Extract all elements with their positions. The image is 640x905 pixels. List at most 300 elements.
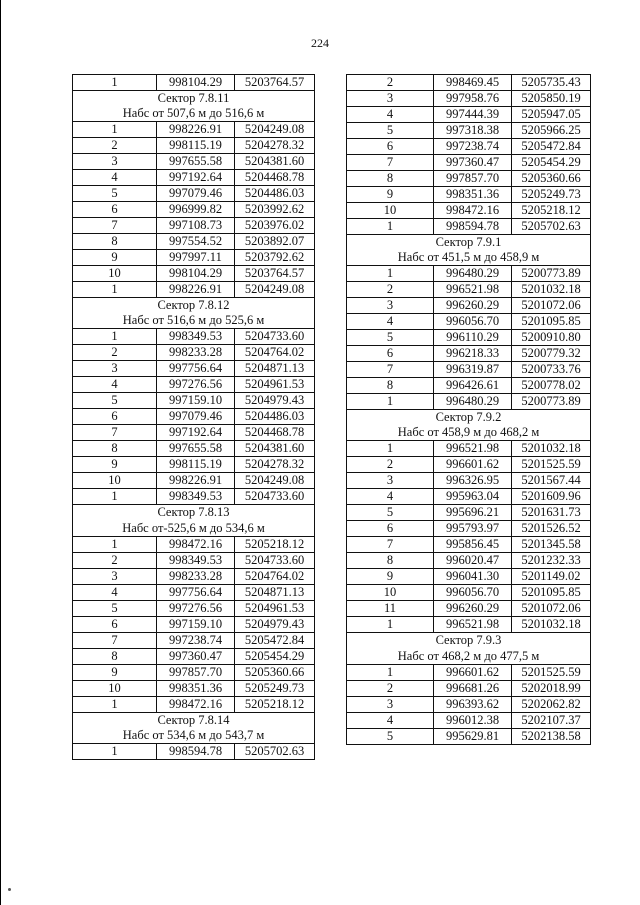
table-row <box>347 123 591 139</box>
point-number-cell: 4 <box>347 107 434 123</box>
sector-title-row <box>73 91 315 107</box>
point-number-cell: 8 <box>73 234 157 250</box>
x-coordinate-cell: 998226.91 <box>157 473 235 489</box>
y-coordinate-cell: 5204486.03 <box>235 409 315 425</box>
y-coordinate-cell: 5201149.02 <box>512 569 591 585</box>
point-number-cell: 5 <box>347 728 434 744</box>
sector-height-range: Набс от 507,6 м до 516,6 м <box>73 106 315 122</box>
table-row <box>347 601 591 617</box>
point-number-cell: 1 <box>73 329 157 345</box>
point-number-cell: 10 <box>73 680 157 696</box>
table-row <box>347 441 591 457</box>
y-coordinate-cell: 5204381.60 <box>235 441 315 457</box>
table-row <box>73 441 315 457</box>
y-coordinate-cell: 5201525.59 <box>512 457 591 473</box>
table-row <box>73 170 315 186</box>
sector-range-row <box>347 250 591 266</box>
x-coordinate-cell: 998469.45 <box>434 75 512 91</box>
table-row <box>347 664 591 680</box>
x-coordinate-cell: 997276.56 <box>157 377 235 393</box>
x-coordinate-cell: 998233.28 <box>157 568 235 584</box>
point-number-cell: 1 <box>73 743 157 759</box>
table-row <box>347 696 591 712</box>
y-coordinate-cell: 5200910.80 <box>512 330 591 346</box>
y-coordinate-cell: 5205360.66 <box>512 171 591 187</box>
point-number-cell: 3 <box>73 568 157 584</box>
y-coordinate-cell: 5203792.62 <box>235 250 315 266</box>
point-number-cell: 6 <box>73 616 157 632</box>
y-coordinate-cell: 5205850.19 <box>512 91 591 107</box>
point-number-cell: 1 <box>347 266 434 282</box>
point-number-cell: 5 <box>73 600 157 616</box>
point-number-cell: 8 <box>347 378 434 394</box>
y-coordinate-cell: 5204979.43 <box>235 616 315 632</box>
table-row <box>347 617 591 633</box>
x-coordinate-cell: 997444.39 <box>434 107 512 123</box>
point-number-cell: 1 <box>347 441 434 457</box>
sector-height-range: Набс от 534,6 м до 543,7 м <box>73 728 315 744</box>
x-coordinate-cell: 995856.45 <box>434 537 512 553</box>
table-row <box>73 345 315 361</box>
x-coordinate-cell: 996521.98 <box>434 282 512 298</box>
y-coordinate-cell: 5201032.18 <box>512 441 591 457</box>
x-coordinate-cell: 997159.10 <box>157 393 235 409</box>
y-coordinate-cell: 5204468.78 <box>235 170 315 186</box>
sector-height-range: Набс от 458,9 м до 468,2 м <box>347 425 591 441</box>
point-number-cell: 10 <box>347 585 434 601</box>
table-row <box>73 282 315 298</box>
x-coordinate-cell: 997079.46 <box>157 409 235 425</box>
table-row <box>73 632 315 648</box>
point-number-cell: 8 <box>73 648 157 664</box>
x-coordinate-cell: 998115.19 <box>157 457 235 473</box>
x-coordinate-cell: 998594.78 <box>434 219 512 235</box>
y-coordinate-cell: 5204733.60 <box>235 329 315 345</box>
x-coordinate-cell: 997318.38 <box>434 123 512 139</box>
sector-title-row <box>347 410 591 426</box>
table-row <box>347 394 591 410</box>
point-number-cell: 11 <box>347 601 434 617</box>
x-coordinate-cell: 995696.21 <box>434 505 512 521</box>
y-coordinate-cell: 5203764.57 <box>235 75 315 91</box>
y-coordinate-cell: 5205249.73 <box>512 187 591 203</box>
x-coordinate-cell: 998472.16 <box>434 203 512 219</box>
y-coordinate-cell: 5200778.02 <box>512 378 591 394</box>
table-row <box>347 457 591 473</box>
point-number-cell: 7 <box>73 425 157 441</box>
sector-title-row <box>347 235 591 251</box>
sector-range-row <box>73 106 315 122</box>
sector-title: Сектор 7.8.12 <box>73 298 315 314</box>
sector-height-range: Набс от 451,5 м до 458,9 м <box>347 250 591 266</box>
point-number-cell: 9 <box>73 664 157 680</box>
point-number-cell: 4 <box>347 489 434 505</box>
x-coordinate-cell: 996521.98 <box>434 617 512 633</box>
table-row <box>347 107 591 123</box>
point-number-cell: 9 <box>347 187 434 203</box>
table-row <box>73 75 315 91</box>
x-coordinate-cell: 997238.74 <box>434 139 512 155</box>
table-row <box>73 234 315 250</box>
table-row <box>73 266 315 282</box>
table-row <box>347 489 591 505</box>
x-coordinate-cell: 996426.61 <box>434 378 512 394</box>
y-coordinate-cell: 5204733.60 <box>235 489 315 505</box>
table-row <box>73 154 315 170</box>
table-row <box>347 505 591 521</box>
y-coordinate-cell: 5204733.60 <box>235 552 315 568</box>
x-coordinate-cell: 996012.38 <box>434 712 512 728</box>
x-coordinate-cell: 998594.78 <box>157 743 235 759</box>
point-number-cell: 2 <box>73 138 157 154</box>
x-coordinate-cell: 996260.29 <box>434 601 512 617</box>
x-coordinate-cell: 997108.73 <box>157 218 235 234</box>
point-number-cell: 1 <box>347 219 434 235</box>
table-row <box>73 743 315 759</box>
table-row <box>347 569 591 585</box>
y-coordinate-cell: 5200733.76 <box>512 362 591 378</box>
y-coordinate-cell: 5204249.08 <box>235 282 315 298</box>
point-number-cell: 2 <box>347 457 434 473</box>
table-row <box>73 536 315 552</box>
y-coordinate-cell: 5201095.85 <box>512 314 591 330</box>
x-coordinate-cell: 997655.58 <box>157 441 235 457</box>
table-row <box>347 139 591 155</box>
table-row <box>73 329 315 345</box>
point-number-cell: 5 <box>73 393 157 409</box>
x-coordinate-cell: 996681.26 <box>434 680 512 696</box>
sector-title: Сектор 7.8.14 <box>73 712 315 728</box>
sector-title: Сектор 7.8.13 <box>73 505 315 521</box>
x-coordinate-cell: 998349.53 <box>157 489 235 505</box>
table-row <box>347 521 591 537</box>
x-coordinate-cell: 996999.82 <box>157 202 235 218</box>
point-number-cell: 6 <box>73 409 157 425</box>
x-coordinate-cell: 998233.28 <box>157 345 235 361</box>
table-row <box>347 473 591 489</box>
sector-title: Сектор 7.8.11 <box>73 91 315 107</box>
sector-height-range: Набс от 468,2 м до 477,5 м <box>347 648 591 664</box>
table-row <box>73 664 315 680</box>
table-row <box>73 425 315 441</box>
x-coordinate-cell: 997756.64 <box>157 361 235 377</box>
point-number-cell: 6 <box>347 139 434 155</box>
y-coordinate-cell: 5204961.53 <box>235 377 315 393</box>
point-number-cell: 8 <box>73 441 157 457</box>
page-number: 224 <box>311 36 329 50</box>
sector-title: Сектор 7.9.2 <box>347 410 591 426</box>
x-coordinate-cell: 996056.70 <box>434 314 512 330</box>
table-row <box>347 75 591 91</box>
point-number-cell: 2 <box>347 282 434 298</box>
point-number-cell: 1 <box>73 75 157 91</box>
x-coordinate-cell: 998472.16 <box>157 536 235 552</box>
y-coordinate-cell: 5203992.62 <box>235 202 315 218</box>
table-row <box>73 473 315 489</box>
y-coordinate-cell: 5200773.89 <box>512 266 591 282</box>
y-coordinate-cell: 5200773.89 <box>512 394 591 410</box>
y-coordinate-cell: 5201345.58 <box>512 537 591 553</box>
table-row <box>73 218 315 234</box>
table-row <box>73 186 315 202</box>
sector-title-row <box>73 505 315 521</box>
table-row <box>347 362 591 378</box>
x-coordinate-cell: 995963.04 <box>434 489 512 505</box>
sector-range-row <box>347 425 591 441</box>
y-coordinate-cell: 5204764.02 <box>235 568 315 584</box>
table-row <box>347 266 591 282</box>
point-number-cell: 3 <box>347 298 434 314</box>
point-number-cell: 6 <box>347 346 434 362</box>
point-number-cell: 3 <box>73 361 157 377</box>
sector-range-row <box>73 313 315 329</box>
table-row <box>73 648 315 664</box>
point-number-cell: 3 <box>347 91 434 107</box>
x-coordinate-cell: 997857.70 <box>434 171 512 187</box>
table-row <box>347 298 591 314</box>
table-row <box>347 330 591 346</box>
point-number-cell: 3 <box>73 154 157 170</box>
y-coordinate-cell: 5201032.18 <box>512 282 591 298</box>
table-row <box>73 202 315 218</box>
table-row <box>347 378 591 394</box>
table-row <box>73 122 315 138</box>
y-coordinate-cell: 5202018.99 <box>512 680 591 696</box>
point-number-cell: 1 <box>347 664 434 680</box>
table-row <box>73 696 315 712</box>
table-row <box>73 138 315 154</box>
y-coordinate-cell: 5205454.29 <box>512 155 591 171</box>
table-row <box>73 584 315 600</box>
y-coordinate-cell: 5205966.25 <box>512 123 591 139</box>
x-coordinate-cell: 998351.36 <box>157 680 235 696</box>
x-coordinate-cell: 998104.29 <box>157 266 235 282</box>
point-number-cell: 8 <box>347 171 434 187</box>
table-row <box>347 680 591 696</box>
x-coordinate-cell: 998472.16 <box>157 696 235 712</box>
coordinates-table-right <box>346 74 591 745</box>
point-number-cell: 9 <box>73 250 157 266</box>
x-coordinate-cell: 996020.47 <box>434 553 512 569</box>
point-number-cell: 7 <box>73 218 157 234</box>
y-coordinate-cell: 5205249.73 <box>235 680 315 696</box>
point-number-cell: 1 <box>73 489 157 505</box>
table-row <box>347 553 591 569</box>
point-number-cell: 5 <box>347 123 434 139</box>
y-coordinate-cell: 5204468.78 <box>235 425 315 441</box>
y-coordinate-cell: 5205218.12 <box>235 536 315 552</box>
y-coordinate-cell: 5201095.85 <box>512 585 591 601</box>
table-row <box>73 393 315 409</box>
point-number-cell: 1 <box>73 122 157 138</box>
point-number-cell: 6 <box>347 521 434 537</box>
point-number-cell: 1 <box>347 394 434 410</box>
y-coordinate-cell: 5202107.37 <box>512 712 591 728</box>
y-coordinate-cell: 5204979.43 <box>235 393 315 409</box>
point-number-cell: 5 <box>347 330 434 346</box>
x-coordinate-cell: 998349.53 <box>157 329 235 345</box>
sector-height-range: Набс от 516,6 м до 525,6 м <box>73 313 315 329</box>
point-number-cell: 7 <box>347 362 434 378</box>
x-coordinate-cell: 995629.81 <box>434 728 512 744</box>
x-coordinate-cell: 997655.58 <box>157 154 235 170</box>
point-number-cell: 5 <box>347 505 434 521</box>
y-coordinate-cell: 5203976.02 <box>235 218 315 234</box>
table-row <box>347 203 591 219</box>
point-number-cell: 2 <box>347 75 434 91</box>
table-row <box>73 616 315 632</box>
table-row <box>73 409 315 425</box>
x-coordinate-cell: 997997.11 <box>157 250 235 266</box>
point-number-cell: 4 <box>73 170 157 186</box>
y-coordinate-cell: 5201072.06 <box>512 298 591 314</box>
table-row <box>347 171 591 187</box>
x-coordinate-cell: 997756.64 <box>157 584 235 600</box>
sector-range-row <box>347 648 591 664</box>
sector-title: Сектор 7.9.1 <box>347 235 591 251</box>
y-coordinate-cell: 5205218.12 <box>512 203 591 219</box>
table-row <box>73 568 315 584</box>
point-number-cell: 3 <box>347 473 434 489</box>
scan-edge-line <box>0 0 1 905</box>
point-number-cell: 10 <box>347 203 434 219</box>
x-coordinate-cell: 996110.29 <box>434 330 512 346</box>
point-number-cell: 5 <box>73 186 157 202</box>
point-number-cell: 7 <box>347 155 434 171</box>
y-coordinate-cell: 5204381.60 <box>235 154 315 170</box>
sector-title: Сектор 7.9.3 <box>347 633 591 649</box>
y-coordinate-cell: 5204871.13 <box>235 361 315 377</box>
y-coordinate-cell: 5201232.33 <box>512 553 591 569</box>
table-row <box>73 680 315 696</box>
y-coordinate-cell: 5204961.53 <box>235 600 315 616</box>
point-number-cell: 7 <box>347 537 434 553</box>
point-number-cell: 1 <box>347 617 434 633</box>
x-coordinate-cell: 997079.46 <box>157 186 235 202</box>
y-coordinate-cell: 5201609.96 <box>512 489 591 505</box>
sector-title-row <box>73 298 315 314</box>
table-row <box>347 712 591 728</box>
x-coordinate-cell: 996393.62 <box>434 696 512 712</box>
y-coordinate-cell: 5204249.08 <box>235 122 315 138</box>
table-row <box>347 346 591 362</box>
table-row <box>73 377 315 393</box>
sector-title-row <box>73 712 315 728</box>
y-coordinate-cell: 5205218.12 <box>235 696 315 712</box>
y-coordinate-cell: 5205472.84 <box>235 632 315 648</box>
point-number-cell: 10 <box>73 266 157 282</box>
y-coordinate-cell: 5201032.18 <box>512 617 591 633</box>
y-coordinate-cell: 5205947.05 <box>512 107 591 123</box>
x-coordinate-cell: 996326.95 <box>434 473 512 489</box>
y-coordinate-cell: 5205454.29 <box>235 648 315 664</box>
table-row <box>347 585 591 601</box>
x-coordinate-cell: 996056.70 <box>434 585 512 601</box>
table-row <box>73 361 315 377</box>
x-coordinate-cell: 996480.29 <box>434 266 512 282</box>
point-number-cell: 1 <box>73 536 157 552</box>
point-number-cell: 2 <box>347 680 434 696</box>
point-number-cell: 1 <box>73 282 157 298</box>
point-number-cell: 3 <box>347 696 434 712</box>
point-number-cell: 4 <box>347 712 434 728</box>
x-coordinate-cell: 997159.10 <box>157 616 235 632</box>
point-number-cell: 9 <box>73 457 157 473</box>
x-coordinate-cell: 998226.91 <box>157 122 235 138</box>
x-coordinate-cell: 997958.76 <box>434 91 512 107</box>
y-coordinate-cell: 5203892.07 <box>235 234 315 250</box>
x-coordinate-cell: 998104.29 <box>157 75 235 91</box>
table-row <box>73 489 315 505</box>
table-row <box>73 552 315 568</box>
table-row <box>73 250 315 266</box>
point-number-cell: 6 <box>73 202 157 218</box>
y-coordinate-cell: 5201631.73 <box>512 505 591 521</box>
y-coordinate-cell: 5202138.58 <box>512 728 591 744</box>
point-number-cell: 1 <box>73 696 157 712</box>
x-coordinate-cell: 997276.56 <box>157 600 235 616</box>
y-coordinate-cell: 5205702.63 <box>512 219 591 235</box>
x-coordinate-cell: 997192.64 <box>157 170 235 186</box>
y-coordinate-cell: 5204486.03 <box>235 186 315 202</box>
sector-height-range: Набс от-525,6 м до 534,6 м <box>73 520 315 536</box>
x-coordinate-cell: 997238.74 <box>157 632 235 648</box>
table-row <box>73 457 315 473</box>
table-row <box>73 600 315 616</box>
x-coordinate-cell: 997360.47 <box>157 648 235 664</box>
y-coordinate-cell: 5204871.13 <box>235 584 315 600</box>
sector-range-row <box>73 520 315 536</box>
y-coordinate-cell: 5201072.06 <box>512 601 591 617</box>
x-coordinate-cell: 996218.33 <box>434 346 512 362</box>
y-coordinate-cell: 5201526.52 <box>512 521 591 537</box>
y-coordinate-cell: 5204764.02 <box>235 345 315 361</box>
x-coordinate-cell: 998349.53 <box>157 552 235 568</box>
table-row <box>347 728 591 744</box>
y-coordinate-cell: 5205360.66 <box>235 664 315 680</box>
point-number-cell: 4 <box>73 377 157 393</box>
x-coordinate-cell: 998115.19 <box>157 138 235 154</box>
y-coordinate-cell: 5205702.63 <box>235 743 315 759</box>
x-coordinate-cell: 995793.97 <box>434 521 512 537</box>
point-number-cell: 2 <box>73 345 157 361</box>
y-coordinate-cell: 5201567.44 <box>512 473 591 489</box>
x-coordinate-cell: 998351.36 <box>434 187 512 203</box>
table-row <box>347 91 591 107</box>
point-number-cell: 4 <box>347 314 434 330</box>
x-coordinate-cell: 996521.98 <box>434 441 512 457</box>
x-coordinate-cell: 997857.70 <box>157 664 235 680</box>
y-coordinate-cell: 5205472.84 <box>512 139 591 155</box>
y-coordinate-cell: 5204278.32 <box>235 457 315 473</box>
y-coordinate-cell: 5204249.08 <box>235 473 315 489</box>
x-coordinate-cell: 997554.52 <box>157 234 235 250</box>
point-number-cell: 9 <box>347 569 434 585</box>
point-number-cell: 8 <box>347 553 434 569</box>
sector-range-row <box>73 728 315 744</box>
y-coordinate-cell: 5202062.82 <box>512 696 591 712</box>
table-row <box>347 219 591 235</box>
sector-title-row <box>347 633 591 649</box>
point-number-cell: 7 <box>73 632 157 648</box>
table-row <box>347 155 591 171</box>
y-coordinate-cell: 5204278.32 <box>235 138 315 154</box>
x-coordinate-cell: 996601.62 <box>434 457 512 473</box>
left-table-body <box>73 75 315 760</box>
x-coordinate-cell: 997360.47 <box>434 155 512 171</box>
x-coordinate-cell: 997192.64 <box>157 425 235 441</box>
point-number-cell: 2 <box>73 552 157 568</box>
